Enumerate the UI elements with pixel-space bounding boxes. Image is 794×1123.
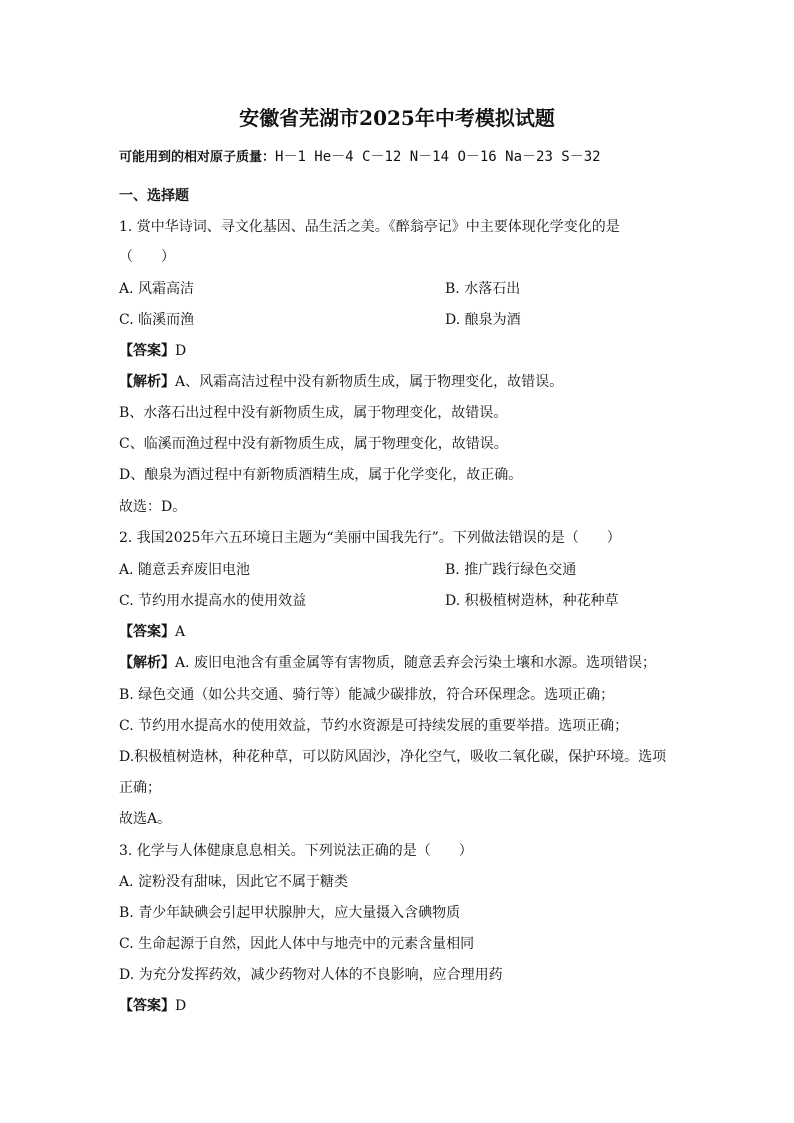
q2-analysis-line: C. 节约用水提高水的使用效益，节约水资源是可持续发展的重要举措。选项正确； <box>119 718 629 734</box>
atomic-mass-label: 可能用到的相对原子质量： <box>119 150 276 165</box>
section-heading: 一、选择题 <box>119 188 189 204</box>
answer-label: 【答案】 <box>119 343 175 359</box>
q2-conclusion: 故选A。 <box>119 811 172 827</box>
q2-analysis-line: 正确； <box>119 780 161 796</box>
q1-paren: （ ） <box>119 249 175 265</box>
analysis-text: A. 废旧电池含有重金属等有害物质，随意丢弃会污染土壤和水源。选项错误； <box>175 655 657 671</box>
answer-label: 【答案】 <box>119 998 175 1014</box>
q1-option-c: C. 临溪而渔 <box>119 312 195 328</box>
answer-value: A <box>175 624 186 640</box>
page-title: 安徽省芜湖市2025年中考模拟试题 <box>239 106 555 130</box>
q1-option-d: D. 酿泉为酒 <box>445 312 521 328</box>
analysis-label: 【解析】 <box>119 655 175 671</box>
q3-answer <box>119 997 186 1015</box>
q3-option-b: B. 青少年缺碘会引起甲状腺肿大，应大量摄入含碘物质 <box>119 905 461 921</box>
answer-label: 【答案】 <box>119 624 175 640</box>
q2-option-a: A. 随意丢弃废旧电池 <box>119 562 251 578</box>
q2-analysis-line: B. 绿色交通（如公共交通、骑行等）能减少碳排放，符合环保理念。选项正确； <box>119 687 615 703</box>
q1-analysis-line <box>119 373 563 391</box>
q2-stem: 2. 我国2025年六五环境日主题为“美丽中国我先行”。下列做法错误的是（ ） <box>119 530 621 546</box>
answer-value: D <box>175 343 187 359</box>
q1-analysis-line: D、酿泉为酒过程中有新物质酒精生成，属于化学变化，故正确。 <box>119 467 523 483</box>
q3-option-a: A. 淀粉没有甜味，因此它不属于糖类 <box>119 874 349 890</box>
q1-analysis-line: C、临溪而渔过程中没有新物质生成，属于物理变化，故错误。 <box>119 436 508 452</box>
q2-option-d: D. 积极植树造林，种花种草 <box>445 593 619 609</box>
analysis-label: 【解析】 <box>119 374 175 390</box>
atomic-mass-line <box>119 148 601 167</box>
q2-option-b: B. 推广践行绿色交通 <box>445 562 577 578</box>
q3-option-d: D. 为充分发挥药效，减少药物对人体的不良影响，应合理用药 <box>119 967 503 983</box>
q1-conclusion: 故选：D。 <box>119 499 187 515</box>
q2-answer <box>119 623 185 641</box>
atomic-mass-values: H－1 He－4 C－12 N－14 O－16 Na－23 S－32 <box>275 149 601 165</box>
analysis-text: A、风霜高洁过程中没有新物质生成，属于物理变化，故错误。 <box>175 374 564 390</box>
q1-option-b: B. 水落石出 <box>445 281 521 297</box>
q3-option-c: C. 生命起源于自然，因此人体中与地壳中的元素含量相同 <box>119 936 475 952</box>
q1-answer <box>119 342 186 360</box>
q3-stem: 3. 化学与人体健康息息相关。下列说法正确的是（ ） <box>119 843 473 859</box>
q2-option-c: C. 节约用水提高水的使用效益 <box>119 593 307 609</box>
q2-analysis-line <box>119 654 656 672</box>
q1-analysis-line: B、水落石出过程中没有新物质生成，属于物理变化，故错误。 <box>119 405 508 421</box>
q1-stem: 1. 赏中华诗词、寻文化基因、品生活之美。《醉翁亭记》中主要体现化学变化的是 <box>119 219 620 235</box>
q1-option-a: A. 风霜高洁 <box>119 281 195 297</box>
answer-value: D <box>175 998 187 1014</box>
q2-analysis-line: D.积极植树造林，种花种草，可以防风固沙，净化空气，吸收二氧化碳，保护环境。选项 <box>119 749 667 765</box>
